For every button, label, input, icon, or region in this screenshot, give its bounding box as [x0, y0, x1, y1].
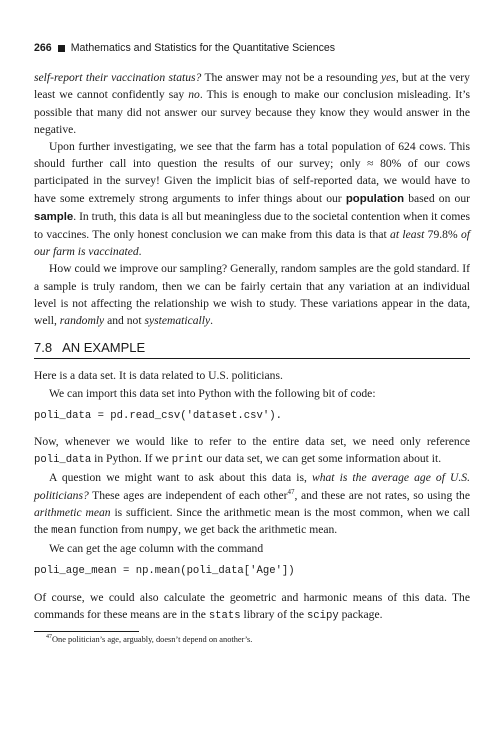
text-span: . In truth, this data is all but meaningless due to the societal contention when it comes to vaccines. The only honest conclusion we can make from this data is that [34, 209, 470, 242]
text-span: randomly [59, 314, 105, 328]
text-span: Of course, we could also calculate the geometric and harmonic means of this data. The commands for these means are in the [34, 590, 470, 621]
text-span: These ages are independent of each other [88, 488, 288, 502]
inline-code: poli_data [34, 454, 92, 467]
paragraph-random-sampling [34, 260, 470, 329]
paragraph-vaccination-status [34, 69, 470, 138]
text-span: Upon further investigating, we see that the farm has a total population of 624 cows. This should further call into question the results of our survey; only ≈ 80% of our cows participated in the survey! Given the implicit bias of self-reported data, we would have to have some extremely strong arguments to infer things about our [34, 140, 470, 205]
text-span: our data set, we can get some information about it. [203, 452, 442, 466]
text-span: package. [338, 607, 383, 621]
paragraph-average-age [34, 469, 470, 540]
section-heading [34, 339, 470, 359]
text-span: yes [381, 71, 396, 85]
running-header [34, 40, 470, 57]
paragraph-other-means [34, 589, 470, 625]
paragraph-reference-data [34, 433, 470, 469]
text-span: arithmetic mean [34, 505, 111, 519]
text-span: , we get back the arithmetic mean. [178, 523, 338, 537]
text-span: and not [104, 314, 145, 328]
text-span: How could we improve our sampling? Generally, random samples are the gold standard. If a sample is truly random, then we can be fairly certain that any variation at an individual level is not affecting the relationship we wish to study. These variations appear in the data, well, [34, 262, 470, 328]
text-span: no [188, 88, 200, 102]
inline-code: mean [51, 525, 77, 538]
text-span: is sufficient. Since the arithmetic mean is the most common, when we call the [34, 505, 470, 537]
footnote-ref[interactable]: 47 [287, 487, 295, 496]
running-title: Mathematics and Statistics for the Quantitative Sciences [70, 42, 336, 54]
text-span: of our farm is vaccinated [34, 228, 470, 259]
inline-code: print [171, 454, 204, 467]
text-span: in Python. If we [91, 452, 172, 466]
text-span: , but at the very least we cannot confidently say [34, 71, 470, 102]
text-span: function from [76, 523, 147, 537]
footnote-rule [34, 631, 139, 632]
paragraph-import-intro: We can import this data set into Python with the following bit of code: [49, 386, 376, 400]
inline-code: stats [208, 609, 241, 622]
text-span: based on our [404, 191, 470, 205]
text-span: 79.8% [424, 228, 461, 242]
code-mean-age: poli_age_mean = np.mean(poli_data['Age']) [34, 565, 295, 578]
term-sample: sample [34, 210, 74, 223]
header-square-icon [58, 45, 65, 52]
text-span: Now, whenever we would like to refer to the entire data set, we need only reference [34, 435, 470, 449]
text-span: systematically [144, 314, 211, 328]
page [34, 40, 470, 646]
section-title: AN EXAMPLE [62, 340, 146, 356]
text-span: self-report their vaccination status? [34, 71, 202, 85]
term-population: population [345, 192, 405, 205]
section-number: 7.8 [34, 340, 53, 356]
text-span: . [210, 314, 214, 328]
text-span: . [138, 245, 142, 259]
text-span: . This is enough to make our conclusion misleading. It’s possible that many did not answer our survey because they know they would answer in the negative. [34, 88, 470, 136]
inline-code: scipy [306, 609, 339, 622]
code-read-csv: poli_data = pd.read_csv('dataset.csv'). [34, 409, 282, 422]
paragraph-age-column: We can get the age column with the command [49, 542, 264, 556]
paragraph-farm-population [34, 138, 470, 260]
paragraph-dataset-intro: Here is a data set. It is data related to U.S. politicians. [34, 369, 283, 383]
text-span: what is the average age of U.S. politicians? [34, 471, 470, 502]
footnote-mark: 47 [46, 634, 52, 641]
text-span: library of the [240, 607, 307, 621]
footnote [34, 634, 470, 646]
text-span: at least [390, 228, 425, 242]
text-span: , and these are not rates, so using the [294, 488, 471, 502]
text-span: The answer may not be a resounding [201, 71, 381, 85]
footnote-text: One politician’s age, arguably, doesn’t depend on another’s. [52, 635, 253, 645]
text-span: A question we might want to ask about this data is, [49, 471, 312, 485]
page-number: 266 [34, 42, 52, 54]
inline-code: numpy [146, 525, 179, 538]
